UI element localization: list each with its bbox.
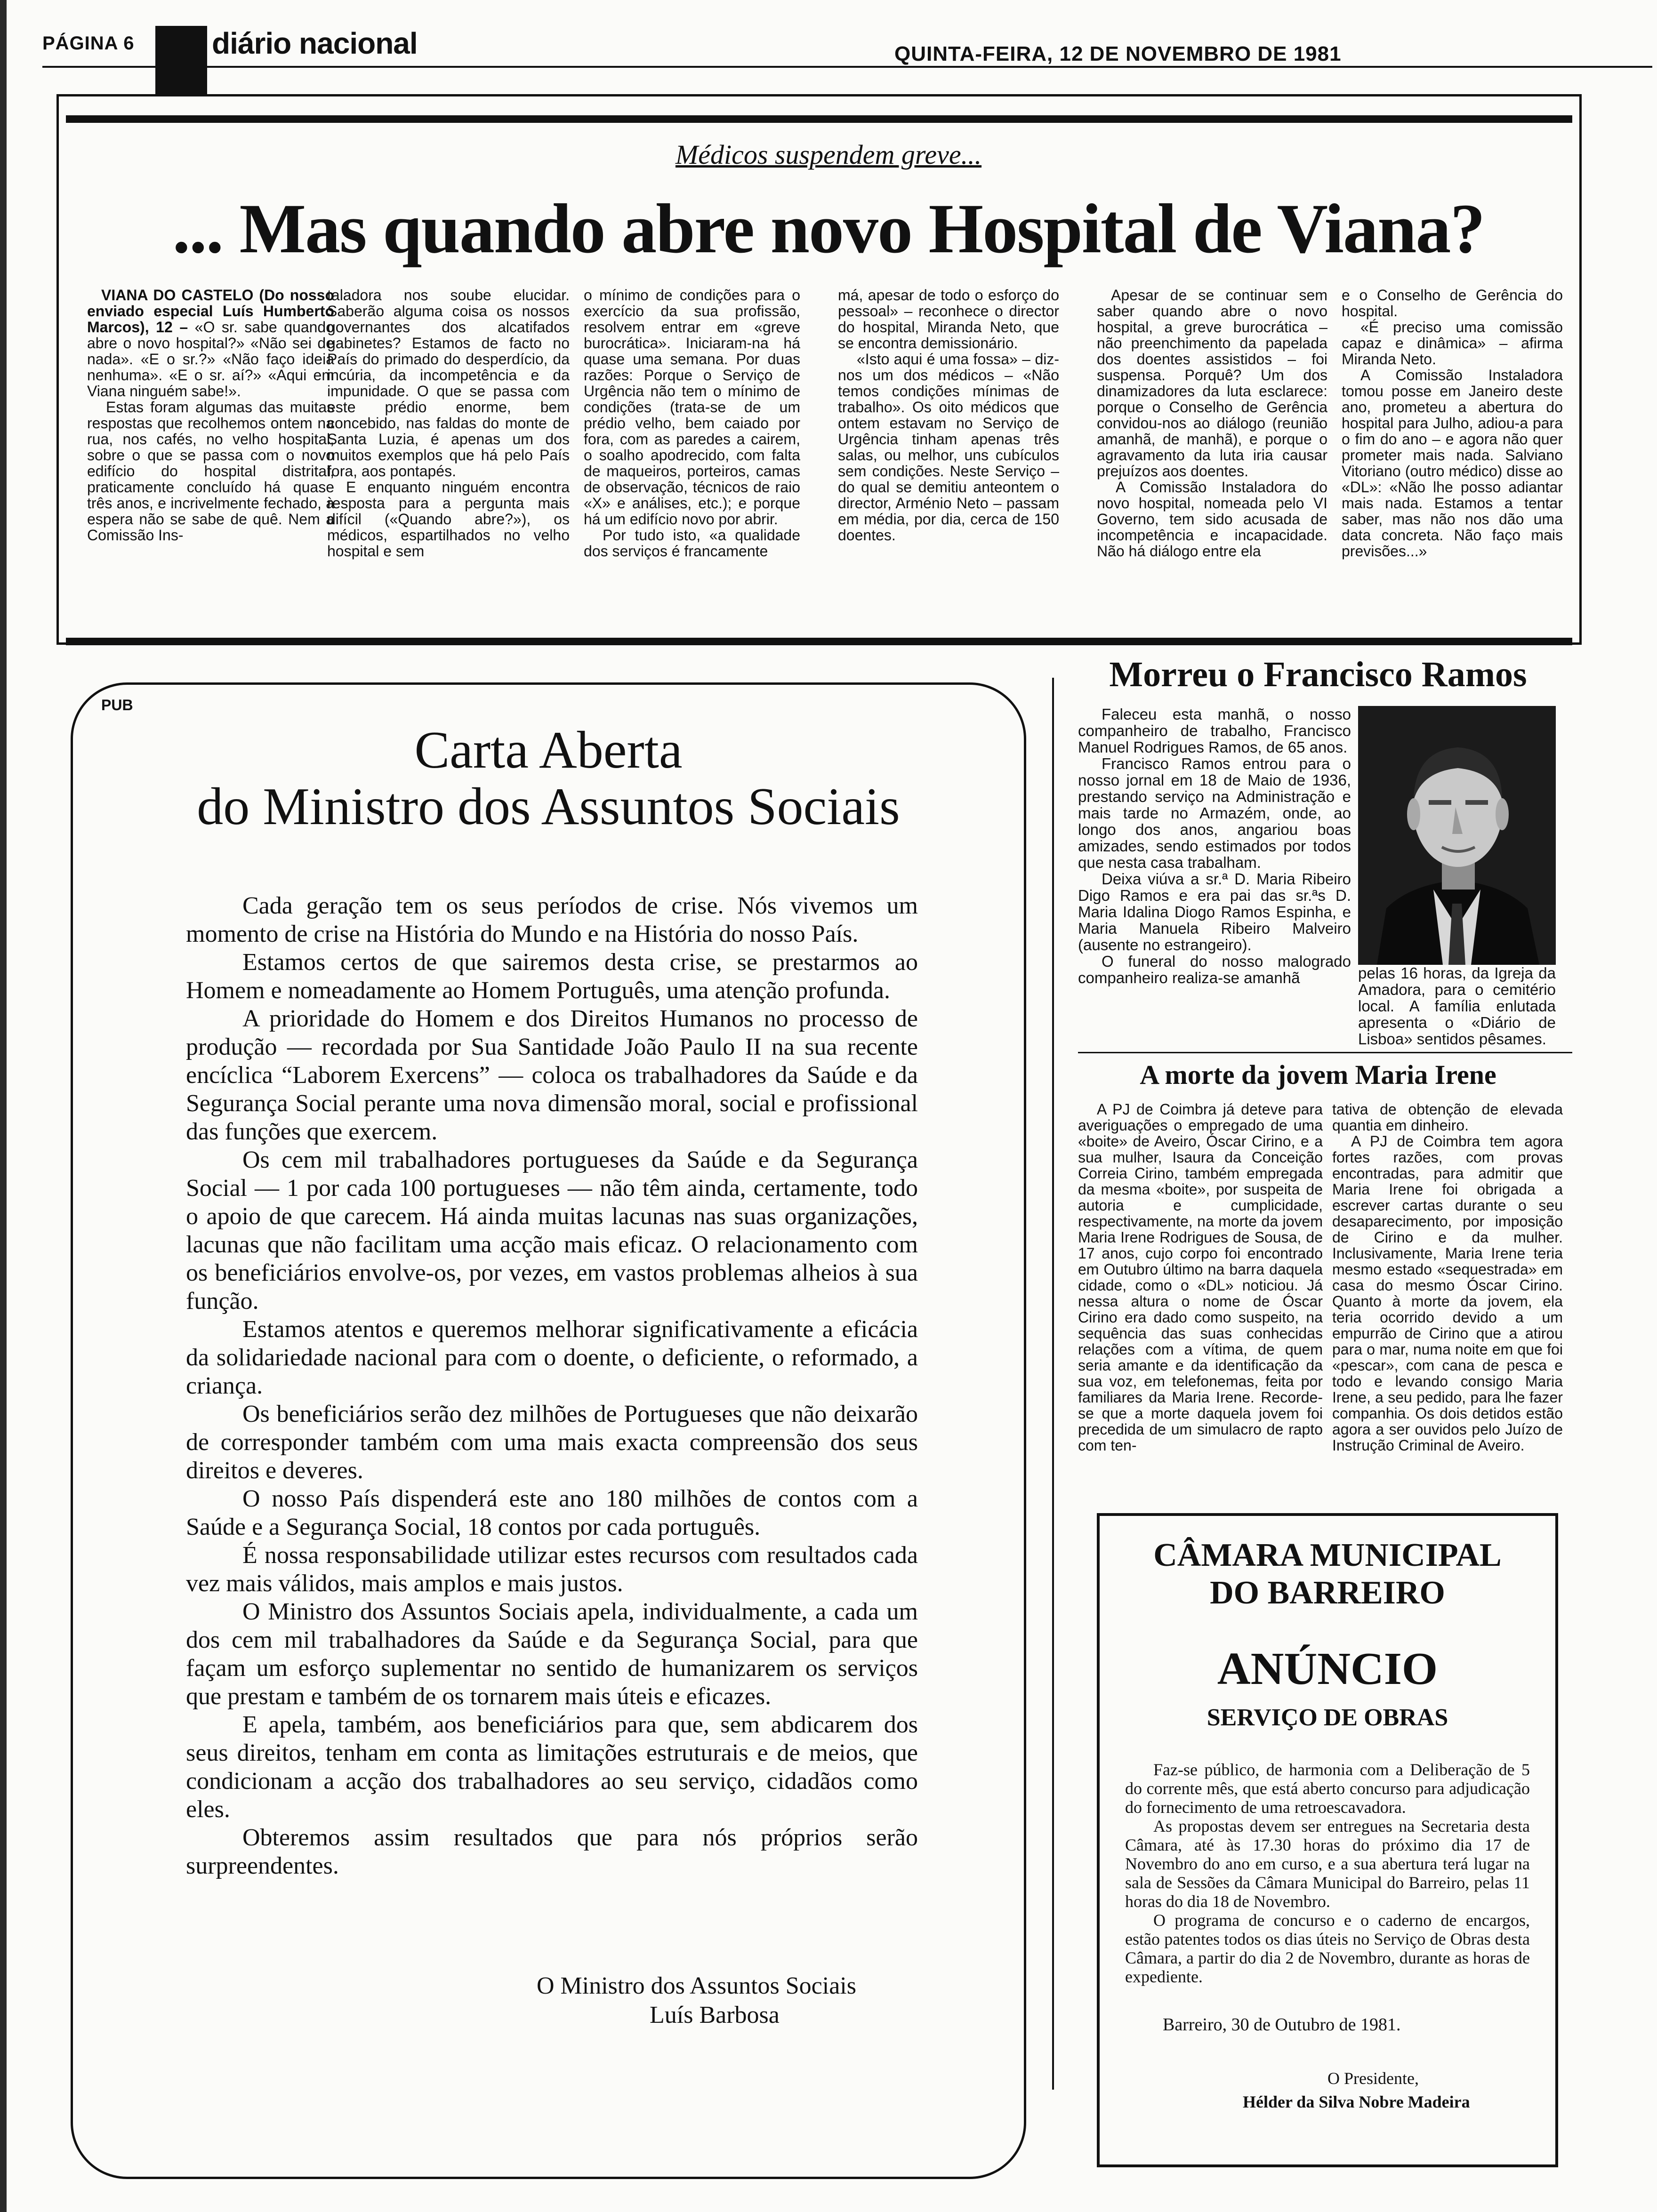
top-article-bar-bottom bbox=[66, 638, 1572, 645]
article-paragraph: E enquanto ninguém encontra resposta para a pergunta mais difícil («Quando abre?»), os médicos, espartilhados no velho hospital e sem bbox=[327, 479, 570, 560]
article-paragraph: Apesar de se continuar sem saber quando abre o novo hospital, a greve burocrática – não preenchimento da papelada dos doentes assistidos – foi suspensa. Porquê? Um dos dinamizadores da luta esclarece: porque o Conselho de Gerência convidou-nos ao diálogo (reunião amanhã, de manhã), e porque o agravamento da luta iria causar prejuízos aos doentes. bbox=[1097, 287, 1327, 480]
advertisement-label: PUB bbox=[101, 697, 133, 713]
letter-paragraph: Os beneficiários serão dez milhões de Portugueses que não deixarão de corresponder também com uma mais exacta compreensão dos seus direitos e deveres. bbox=[186, 1401, 918, 1484]
letter-paragraph: O nosso País dispenderá este ano 180 milhões de contos com a Saúde e a Segurança Social, 18 contos por cada português. bbox=[186, 1485, 918, 1540]
open-letter-body bbox=[186, 892, 918, 1880]
municipal-notice-title-line2: DO BARREIRO bbox=[1210, 1575, 1445, 1611]
issue-date: QUINTA-FEIRA, 12 DE NOVEMBRO DE 1981 bbox=[894, 42, 1342, 65]
obituary-title: Morreu o Francisco Ramos bbox=[1109, 655, 1527, 694]
notice-signer-name: Hélder da Silva Nobre Madeira bbox=[1243, 2092, 1470, 2111]
obituary-paragraph: Deixa viúva a sr.ª D. Maria Ribeiro Digo Ramos e era pai das sr.ªs D. Maria Idalina Diogo Ramos Espinha, e Maria Manuela Ribeiro Malveiro (ausente no estrangeiro). bbox=[1078, 870, 1351, 954]
notice-body bbox=[1125, 1760, 1530, 1986]
article-kicker: Médicos suspendem greve... bbox=[675, 139, 982, 170]
letter-paragraph: O Ministro dos Assuntos Sociais apela, individualmente, a cada um dos cem mil trabalhadores da Saúde e da Segurança Social, para que façam um esforço suplementar no sentido de humanizarem os serviços que prestam e também de os tornarem mais úteis e eficazes. bbox=[186, 1598, 918, 1710]
header-rule bbox=[42, 66, 1652, 68]
obituary-paragraph: Francisco Ramos entrou para o nosso jornal em 18 de Maio de 1936, prestando serviço na Administração e mais tarde no Armazém, onde, ao longo dos anos, angariou boas amizades, sendo estimados por todos que nesta casa trabalham. bbox=[1078, 755, 1351, 871]
article-column-3 bbox=[584, 287, 800, 559]
article-column-5 bbox=[1097, 287, 1327, 559]
irene-article-title: A morte da jovem Maria Irene bbox=[1140, 1059, 1496, 1090]
notice-paragraph: O programa de concurso e o caderno de encargos, estão patentes todos os dias úteis no Serviço de Obras desta Câmara, a partir do dia 2 de Novembro, durante as horas de expediente. bbox=[1125, 1911, 1530, 1986]
irene-paragraph: A PJ de Coimbra tem agora fortes razões, com provas encontradas, para admitir que Maria Irene foi obrigada a escrever cartas durante o seu desaparecimento, por imposição de Cirino e da mulher. Inclusivamente, Maria Irene teria mesmo estado «sequestrada» em casa do mesmo Óscar Cirino. Quanto à morte da jovem, ela teria ocorrido devido a um empurrão de Cirino que a atirou para o mar, numa noite em que foi «pescar», com cana de pesca e todo e levando consigo Maria Irene, a seu pedido, para lhe fazer companhia. Os dois detidos estão agora a ser ouvidos pelo Juízo de Instrução Criminal de Aveiro. bbox=[1332, 1133, 1563, 1454]
irene-paragraph: A PJ de Coimbra já deteve para averiguações o empregado de uma «boite» de Aveiro, Óscar Cirino, e a sua mulher, Isaura da Conceição Correia Cirino, também empregada da mesma «boite», por suspeita de autoria e cumplicidade, respectivamente, na morte da jovem Maria Irene Rodrigues de Sousa, de 17 anos, cujo corpo foi encontrado em Outubro último na barra daquela cidade, como o «DL» noticiou. Já nessa altura o nome de Óscar Cirino era dado como suspeito, na sequência das suas conhecidas relações com a vítima, de quem seria amante e da identificação da sua voz, em telefonemas, feita por familiares da Maria Irene. Recorde-se que a morte daquela jovem foi precedida de um simulacro de rapto com ten- bbox=[1078, 1101, 1323, 1454]
letter-paragraph: Estamos certos de que sairemos desta crise, se prestarmos ao Homem e nomeadamente ao Homem Português, uma atenção profunda. bbox=[186, 949, 918, 1004]
article-paragraph: o mínimo de condições para o exercício da sua profissão, resolvem entrar em «greve burocrática». Iniciaram-na há quase uma semana. Por duas razões: Porque o Serviço de Urgência não tem o mínimo de condições (trata-se de um prédio velho, bem caiado por fora, com as paredes a cairem, o soalho apodrecido, com falta de maqueiros, porteiros, camas de observação, técnicos de raio «X» e análises, etc.); e porque há um edifício novo por abrir. bbox=[584, 287, 800, 528]
section-title: diário nacional bbox=[212, 26, 418, 60]
letter-paragraph: E apela, também, aos beneficiários para que, sem abdicarem dos seus direitos, tenham em conta as limitações estruturais e de meios, que condicionam a acção dos trabalhadores ao seu serviço, cidadãos como eles. bbox=[186, 1711, 918, 1823]
article-column-4 bbox=[838, 287, 1059, 543]
article-paragraph: e o Conselho de Gerência do hospital. bbox=[1342, 287, 1563, 320]
letter-paragraph: Estamos atentos e queremos melhorar significativamente a eficácia da solidariedade nacional para com o doente, o deficiente, o reformado, a criança. bbox=[186, 1316, 918, 1399]
open-letter-subtitle: do Ministro dos Assuntos Sociais bbox=[197, 777, 900, 836]
obituary-portrait-photo bbox=[1358, 706, 1556, 965]
notice-signer-title: O Presidente, bbox=[1327, 2069, 1419, 2088]
irene-column-1 bbox=[1078, 1101, 1323, 1453]
obituary-continuation: pelas 16 horas, da Igreja da Amadora, para o cemitério local. A família enlutada apresenta o «Diário de Lisboa» sentidos pêsames. bbox=[1358, 964, 1556, 1048]
section-rule bbox=[1078, 1052, 1572, 1053]
letter-signature-name: Luís Barbosa bbox=[650, 2002, 780, 2028]
article-paragraph: taladora nos soube elucidar. Saberão alguma coisa os nossos governantes dos alcatifados gabinetes? Estamos de facto no País do primado do desperdício, da incúria, da incompetência e da impunidade. O que se passa com este prédio enorme, bem concebido, nas faldas do monte de Santa Luzia, é apenas um dos muitos exemplos que há pelo País fora, aos pontapés. bbox=[327, 287, 570, 480]
obituary-paragraph: Faleceu esta manhã, o nosso companheiro de trabalho, Francisco Manuel Rodrigues Ramos, de 65 anos. bbox=[1078, 705, 1351, 756]
notice-heading: ANÚNCIO bbox=[1217, 1643, 1438, 1694]
article-paragraph: «É preciso uma comissão capaz e dinâmica» – afirma Miranda Neto. bbox=[1342, 319, 1563, 368]
notice-paragraph: Faz-se público, de harmonia com a Deliberação de 5 do corrente mês, que está aberto concurso para adjudicação do fornecimento de uma retroescavadora. bbox=[1125, 1760, 1530, 1817]
notice-date: Barreiro, 30 de Outubro de 1981. bbox=[1163, 2015, 1401, 2035]
article-paragraph: «O sr. sabe quando abre o novo hospital?» «Não sei de nada». «E o sr.?» «Não faço ideia nenhuma». «E o sr. aí?» «Aqui em Viana ninguém sabe!». bbox=[87, 319, 334, 400]
page-number: PÁGINA 6 bbox=[42, 33, 135, 54]
article-headline: ... Mas quando abre novo Hospital de Viana? bbox=[172, 190, 1485, 268]
article-paragraph: Estas foram algumas das muitas respostas que recolhemos ontem na rua, nos cafés, no velho hospital, sobre o que se passa com o novo edifício do hospital distrital, praticamente concluído há quase três anos, e incrivelmente fechado, à espera não se sabe de quê. Nem a Comissão Ins- bbox=[87, 399, 334, 544]
irene-column-2 bbox=[1332, 1101, 1563, 1453]
obituary-text bbox=[1078, 706, 1351, 986]
obituary-paragraph: O funeral do nosso malogrado companheiro realiza-se amanhã bbox=[1078, 953, 1351, 986]
article-paragraph: A Comissão Instaladora do novo hospital, nomeada pelo VI Governo, tem sido acusada de incompetência e incapacidade. Não há diálogo entre ela bbox=[1097, 479, 1327, 560]
article-column-1 bbox=[87, 287, 334, 543]
letter-paragraph: Obteremos assim resultados que para nós próprios serão surpreendentes. bbox=[186, 1824, 918, 1879]
newspaper-logo-block bbox=[155, 26, 207, 96]
scan-edge bbox=[0, 0, 7, 2212]
letter-paragraph: É nossa responsabilidade utilizar estes recursos com resultados cada vez mais válidos, mais amplos e mais justos. bbox=[186, 1542, 918, 1597]
article-paragraph: «Isto aqui é uma fossa» – diz-nos um dos médicos – «Não temos condições mínimas de trabalho». Os oito médicos que ontem estavam no Serviço de Urgência tinham apenas três salas, ou melhor, uns cubículos sem condições. Neste Serviço – do qual se demitiu anteontem o director, Arménio Neto – passam em média, por dia, cerca de 150 doentes. bbox=[838, 351, 1059, 544]
article-column-6 bbox=[1342, 287, 1563, 559]
column-divider bbox=[1052, 678, 1054, 2090]
top-article-bar-top bbox=[66, 115, 1572, 123]
article-dateline: VIANA DO CASTELO (Do nosso enviado especial Luís Humberto Marcos), 12 – bbox=[87, 287, 334, 336]
irene-paragraph: tativa de obtenção de elevada quantia em dinheiro. bbox=[1332, 1101, 1563, 1134]
article-paragraph: A Comissão Instaladora tomou posse em Janeiro deste ano, prometeu a abertura do hospital para Julho, adiou-a para o fim do ano – e agora não quer prometer mais nada. Salviano Vitoriano (outro médico) disse ao «DL»: «Não lhe posso adiantar mais nada. Estamos a tentar saber, mas não nos dão uma data concreta. Não faço mais previsões...» bbox=[1342, 367, 1563, 560]
municipal-notice-title: CÂMARA MUNICIPAL bbox=[1153, 1537, 1502, 1573]
article-paragraph: má, apesar de todo o esforço do pessoal» – reconhece o director do hospital, Miranda Neto, que se encontra demissionário. bbox=[838, 287, 1059, 352]
article-paragraph: Por tudo isto, «a qualidade dos serviços é francamente bbox=[584, 527, 800, 560]
letter-paragraph: Os cem mil trabalhadores portugueses da Saúde e da Segurança Social — 1 por cada 100 portugueses — não têm ainda, certamente, todo o apoio de que carecem. Há ainda muitas lacunas nas suas organizações, lacunas que não facilitam uma acção mais eficaz. O relacionamento com os beneficiários envolve-os, por vezes, em vastos problemas alheios à sua função. bbox=[186, 1146, 918, 1314]
letter-paragraph: A prioridade do Homem e dos Direitos Humanos no processo de produção — recordada por Sua Santidade João Paulo II na sua recente encíclica “Laborem Exercens” — coloca os trabalhadores da Saúde e da Segurança Social perante uma nova dimensão moral, social e profissional das funções que exercem. bbox=[186, 1005, 918, 1145]
letter-paragraph: Cada geração tem os seus períodos de crise. Nós vivemos um momento de crise na História do Mundo e na História do nosso País. bbox=[186, 892, 918, 947]
notice-subheading: SERVIÇO DE OBRAS bbox=[1207, 1704, 1448, 1731]
open-letter-title: Carta Aberta bbox=[414, 721, 683, 779]
article-column-2 bbox=[327, 287, 570, 559]
notice-paragraph: As propostas devem ser entregues na Secretaria desta Câmara, até às 17.30 horas do próximo dia 17 de Novembro do ano em curso, e a sua abertura terá lugar na sala de Sessões da Câmara Municipal do Barreiro, pelas 11 horas do dia 18 de Novembro. bbox=[1125, 1817, 1530, 1911]
letter-signature-title: O Ministro dos Assuntos Sociais bbox=[537, 1972, 856, 1999]
